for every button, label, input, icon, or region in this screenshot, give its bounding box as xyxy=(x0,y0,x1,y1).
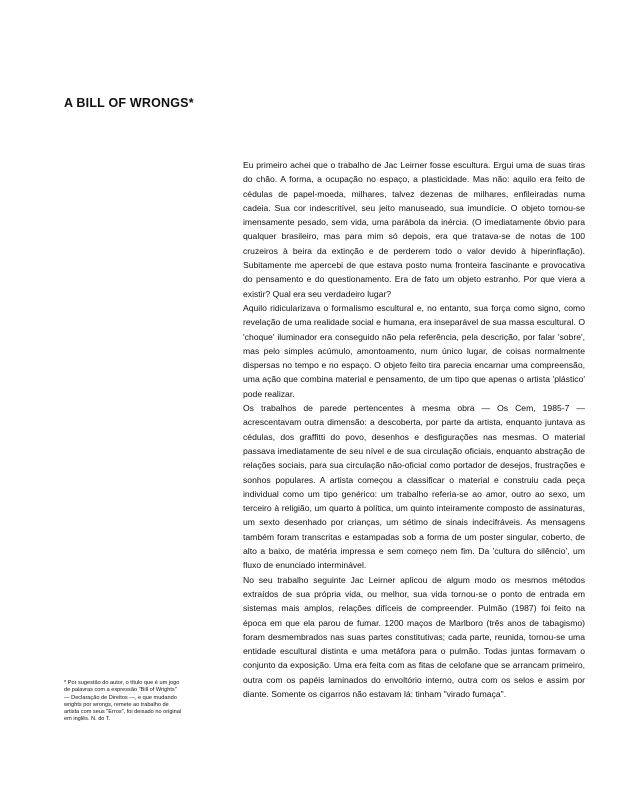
paragraph: Eu primeiro achei que o trabalho de Jac Leirner fosse escultura. Ergui uma de suas tiras do chão. A forma, a ocupação no espaço, a plasticidade. Mas não: aquilo era feito de cédulas de papel-moeda, milhares, talvez dezenas de milhares, enfileiradas numa cadeia. Sua cor indescritível, seu jeito manuseado, sua imundície. O objeto tornou-se imensamente pesado, sem vida, uma parábola da inércia. (O imediatamente óbvio para qualquer brasileiro, mas para mim só depois, era que tratava-se de notas de 100 cruzeiros à beira da extinção e de perderem todo o valor devido à hiperinflação). Subitamente me apercebi de que estava posto numa fronteira fascinante e provocativa do pensamento e do questionamento. Era de fato um objeto estranho. Por que viera a existir? Qual era seu verdadeiro lugar? xyxy=(243,160,585,299)
article-body xyxy=(243,158,585,701)
paragraph: No seu trabalho seguinte Jac Leirner aplicou de algum modo os mesmos métodos extraídos de sua própria vida, ou melhor, sua vida tornou-se o ponto de entrada em sistemas mais amplos, relações difíceis de compreender. Pulmão (1987) foi feito na época em que ela parou de fumar. 1200 maços de Marlboro (três anos de tabagismo) foram desmembrados nas suas partes constitutivas; cada parte, reunida, tornou-se uma entidade escultural distinta e uma metáfora para o pulmão. Todas juntas formavam o conjunto da exposição. Uma era feita com as fitas de celofane que se arrancam primeiro, outra com os papéis laminados do envoltório interno, outra com os selos e assim por diante. Somente os cigarros não estavam lá: tinham "virado fumaça". xyxy=(243,574,585,699)
footnote: * Por sugestão do autor, o título que é um jogo de palavras com a expressão "Bill of Wrights" — Declaração de Direitos —, e que mudando wrights por wrongs, remete ao trabalho de artista com seus "Erros", foi deixado no original em inglês. N. do T. xyxy=(64,680,182,723)
article-title: A BILL OF WRONGS* xyxy=(64,96,194,110)
paragraph: Os trabalhos de parede pertencentes à mesma obra — Os Cem, 1985-7 — acrescentavam outra dimensão: a descoberta, por parte da artista, enquanto juntava as cédulas, dos graffitti do povo, desenhos e desfigurações nas mesmas. O material passava imediatamente de seu nível e de sua circulação oficiais, enquanto abstração de relações sociais, para sua circulação não-oficial como portador de desejos, frustrações e sonhos populares. A artista começou a classificar o material e construiu cada peça individual como um tipo genérico: um trabalho referia-se ao amor, outro ao sexo, um terceiro à religião, um quarto à política, um quinto inteiramente composto de assinaturas, um sexto desenhado por crianças, um sétimo de sinais indecifráveis. As mensagens também foram transcritas e estampadas sob a forma de um poster singular, coberto, de alto a baixo, de matéria impressa e sem começo nem fim. Da 'cultura do silêncio', um fluxo de enunciado interminável. xyxy=(243,403,585,571)
paragraph: Aquilo ridicularizava o formalismo escultural e, no entanto, sua força como signo, como revelação de uma realidade social e humana, era inseparável de sua massa escultural. O 'choque' iluminador era conseguido não pela referência, pela descrição, por falar 'sobre', mas pelo simples acúmulo, amontoamento, num único lugar, de coisas normalmente dispersas no tempo e no espaço. O objeto feito tira parecia encarnar uma compreensão, uma ação que combina material e pensamento, de um tipo que apenas o artista 'plástico' pode realizar. xyxy=(243,302,585,399)
